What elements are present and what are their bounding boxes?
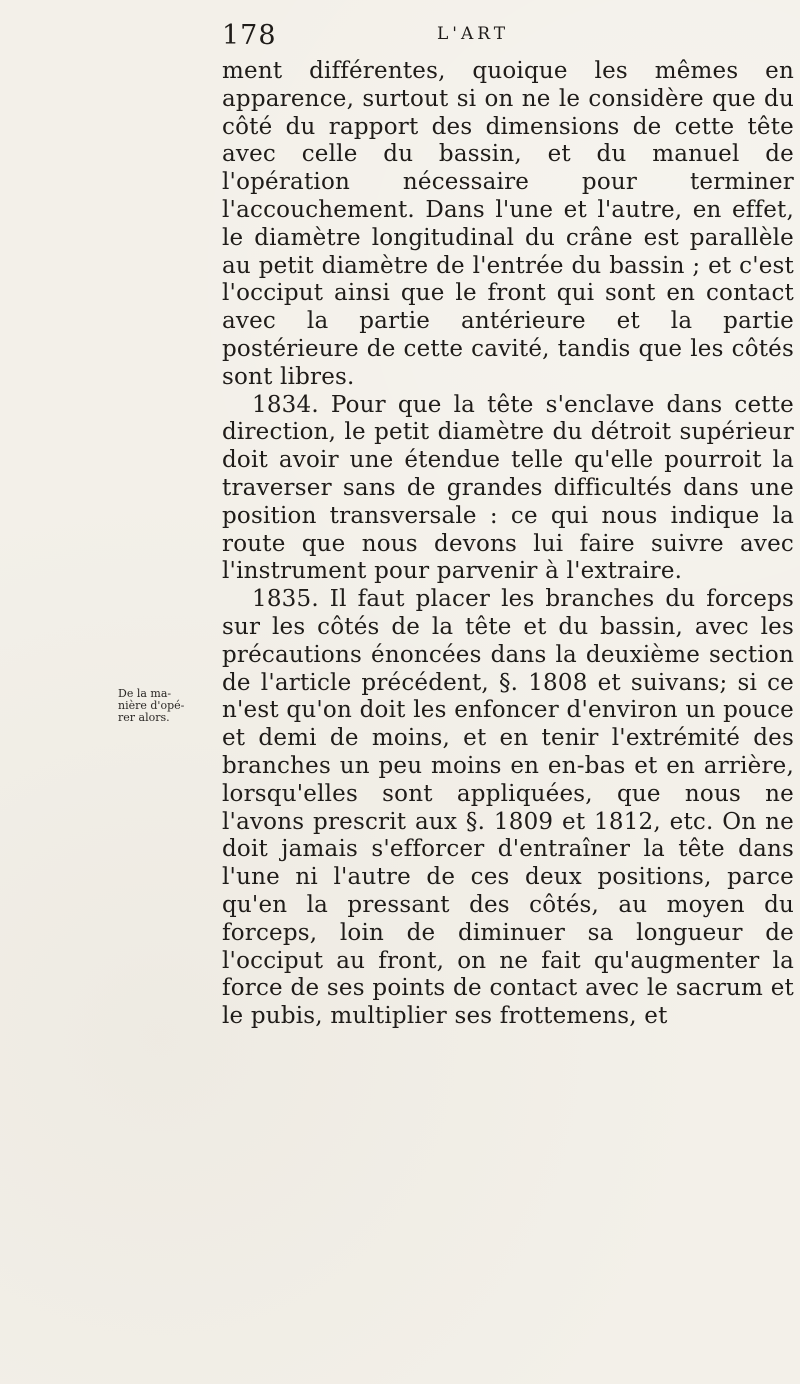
margin-note-line: rer alors. xyxy=(118,711,170,724)
page-number: 178 xyxy=(222,20,277,51)
paragraph-1834: 1834. Pour que la tête s'enclave dans cette direction, le petit diamètre du détroit supérieur doit avoir une étendue telle qu'elle pourroit la traverser sans de grandes difficultés dans une position transversale : ce qui nous indique la route que nous devons lui faire suivre avec l'instrument pour parvenir à l'extraire. xyxy=(222,391,794,585)
margin-note-line: De la ma- xyxy=(118,687,172,700)
margin-note-line: nière d'opé- xyxy=(118,699,185,712)
margin-note xyxy=(118,688,218,724)
main-text xyxy=(222,58,794,1031)
paragraph-continuation: ment différentes, quoique les mêmes en apparence, surtout si on ne le considère que du côté du rapport des dimensions de cette tête avec celle du bassin, et du manuel de l'opération nécessaire pour terminer l'accouchement. Dans l'une et l'autre, en effet, le diamètre longitudinal du crâne est parallèle au petit diamètre de l'entrée du bassin ; et c'est l'occiput ainsi que le front qui sont en contact avec la partie antérieure et la partie postérieure de cette cavité, tandis que les côtés sont libres. xyxy=(222,58,794,390)
running-title: L'ART xyxy=(437,24,510,44)
paragraph-1835: 1835. Il faut placer les branches du forceps sur les côtés de la tête et du bassin, avec les précautions énoncées dans la deuxième section de l'article précédent, §. 1808 et suivans; si ce n'est qu'on doit les enfoncer d'environ un pouce et demi de moins, et en tenir l'extrémité des branches un peu moins en en-bas et en arrière, lorsqu'elles sont appliquées, que nous ne l'avons prescrit aux §. 1809 et 1812, etc. On ne doit jamais s'efforcer d'entraîner la tête dans l'une ni l'autre de ces deux positions, parce qu'en la pressant des côtés, au moyen du forceps, loin de diminuer sa longueur de l'occiput au front, on ne fait qu'augmenter la force de ses points de contact avec le sacrum et le pubis, multiplier ses frottemens, et xyxy=(222,586,794,1030)
